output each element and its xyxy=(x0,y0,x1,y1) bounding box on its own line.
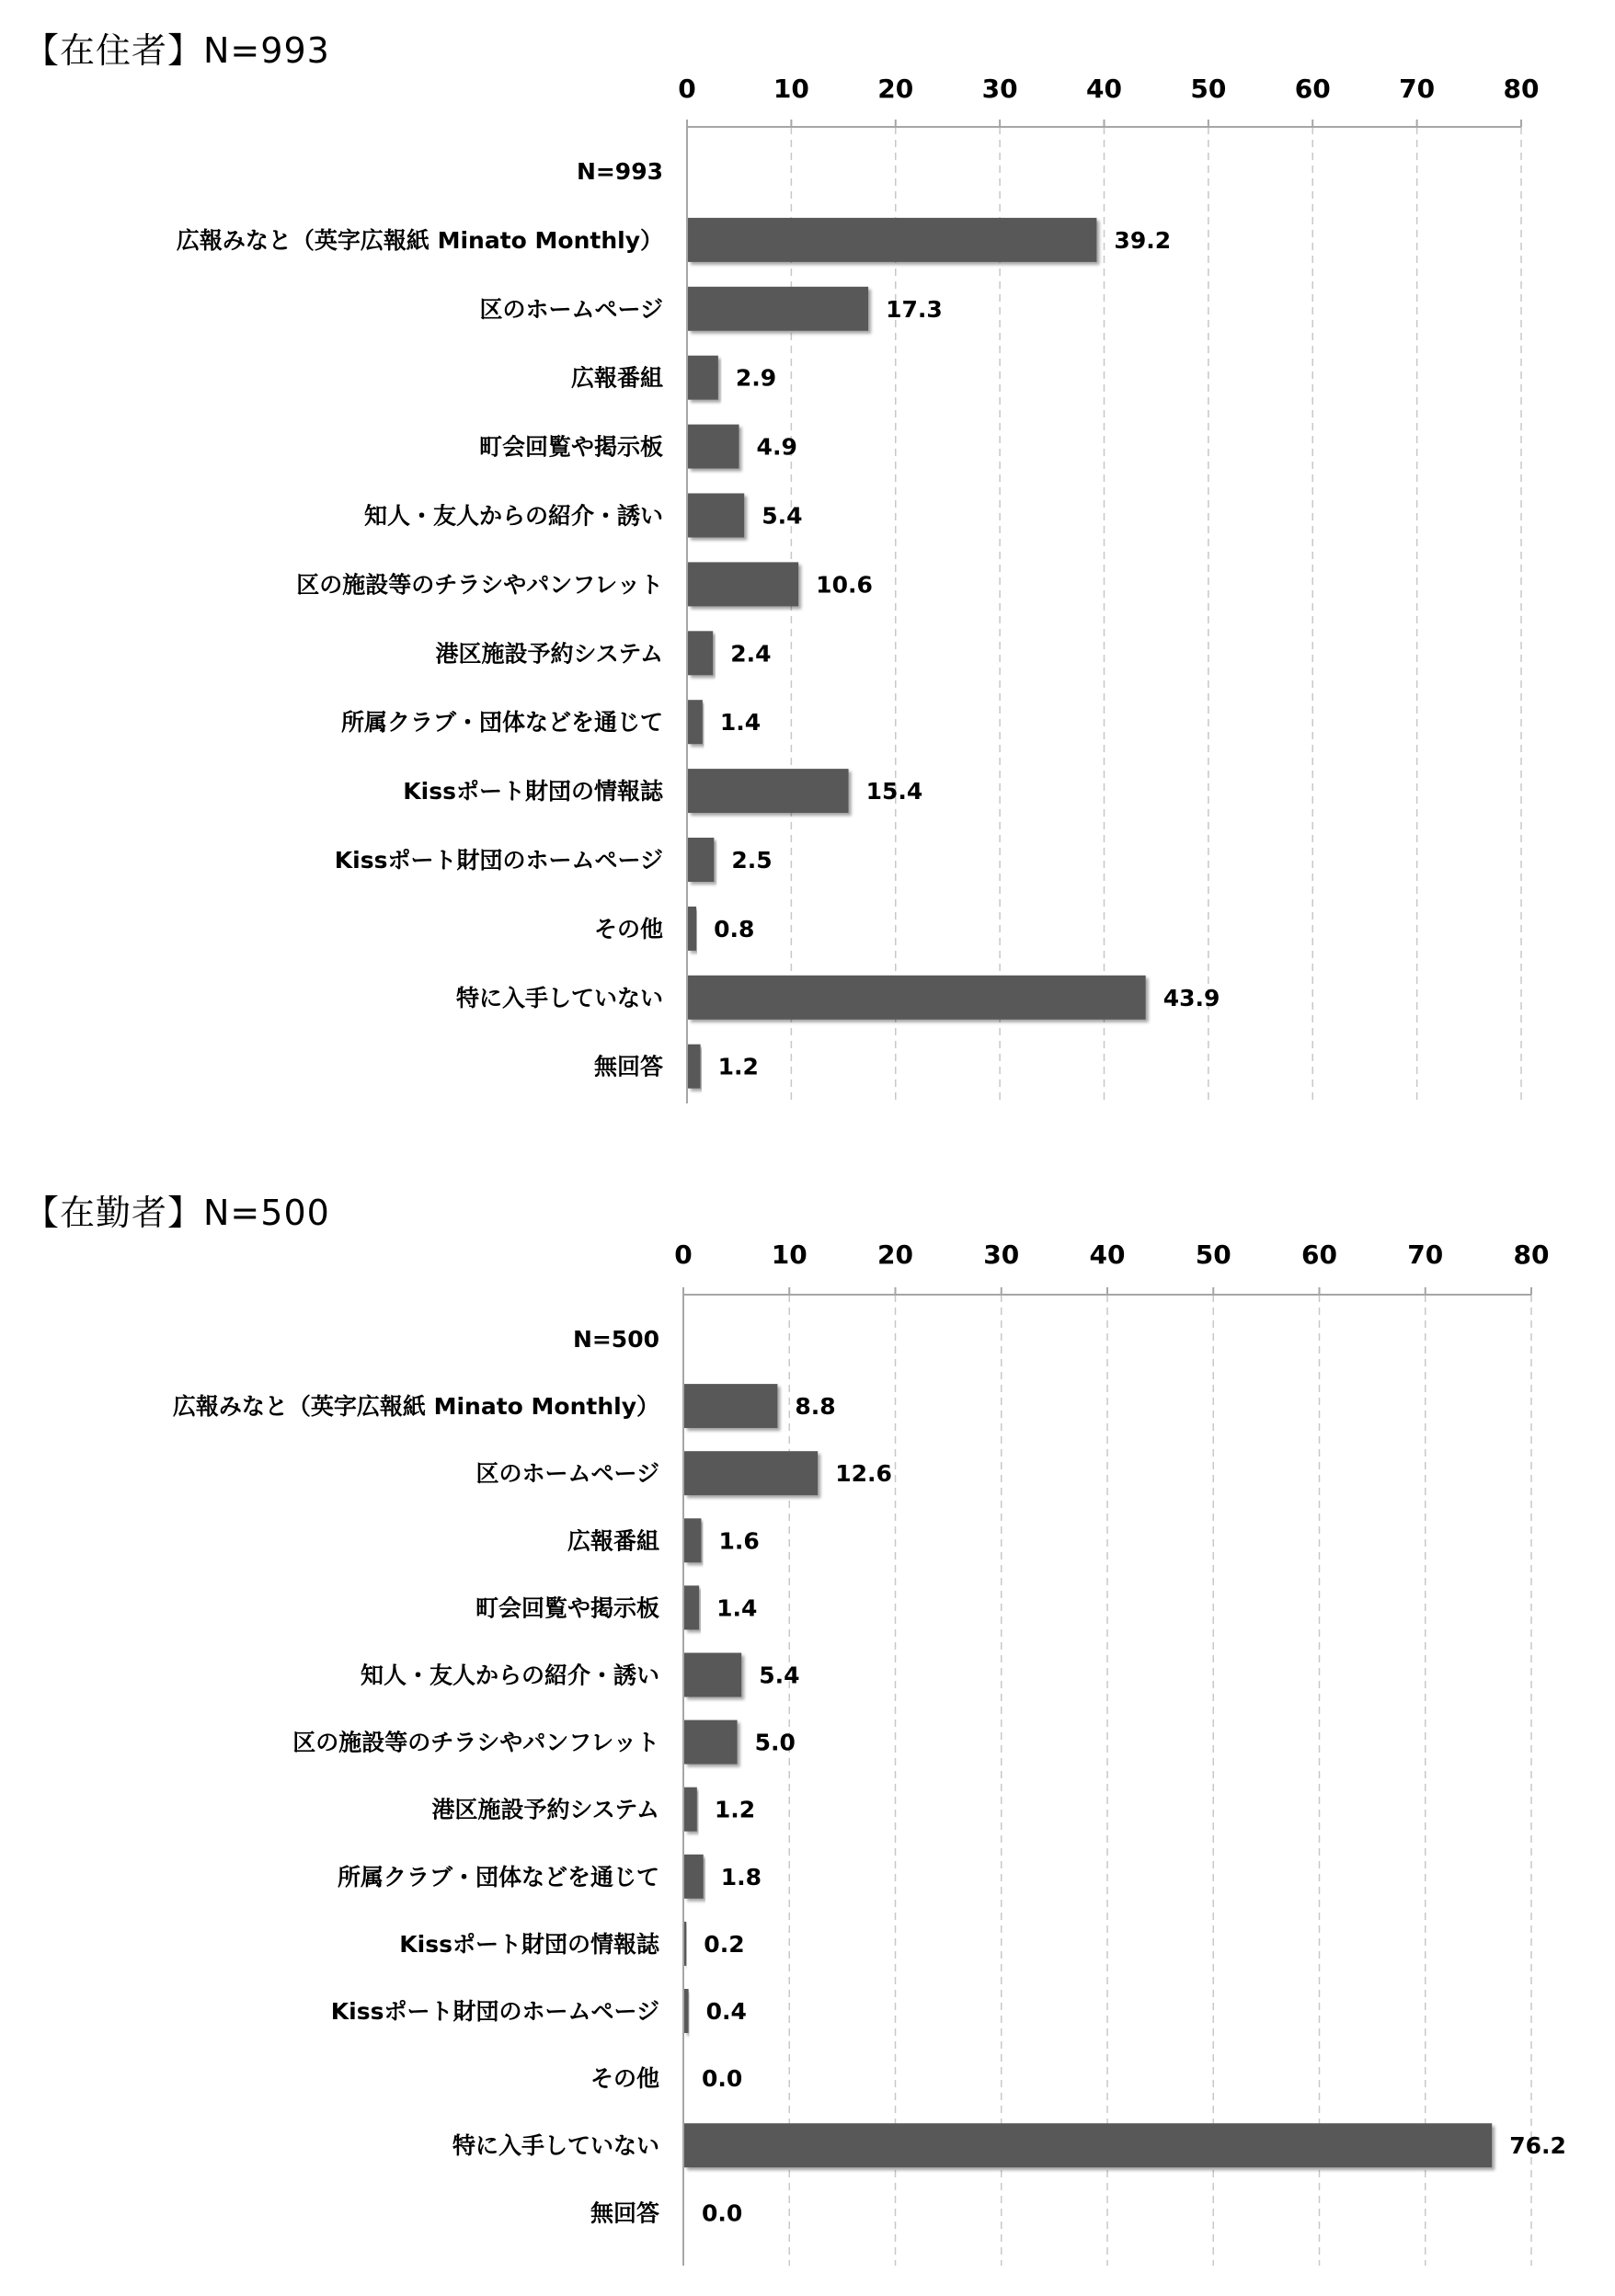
x-tick-label: 70 xyxy=(1399,74,1436,104)
bar xyxy=(684,1585,699,1629)
bar xyxy=(688,425,739,469)
category-label: N=500 xyxy=(572,1326,659,1353)
x-tick-label: 40 xyxy=(1086,74,1122,104)
category-label: 区の施設等のチラシやパンフレット xyxy=(296,571,663,599)
category-label: 広報みなと（英字広報紙 Minato Monthly） xyxy=(176,226,663,254)
bar xyxy=(688,907,696,951)
bar xyxy=(688,631,713,675)
value-label: 0.0 xyxy=(702,2065,743,2093)
category-label: 特に入手していない xyxy=(455,984,663,1011)
value-label: 15.4 xyxy=(865,778,923,805)
value-label: 0.8 xyxy=(714,915,755,942)
category-label: 広報番組 xyxy=(570,364,663,392)
category-label: 港区施設予約システム xyxy=(435,640,663,668)
category-label: 知人・友人からの紹介・誘い xyxy=(360,1662,659,1689)
bar xyxy=(684,1384,777,1428)
value-label: 5.4 xyxy=(759,1662,800,1689)
bar xyxy=(684,1451,818,1495)
value-label: 39.2 xyxy=(1114,226,1172,254)
value-label: 2.4 xyxy=(730,640,772,668)
category-label: 区のホームページ xyxy=(475,1460,659,1488)
bar xyxy=(688,838,714,882)
x-tick-label: 10 xyxy=(773,74,809,104)
category-label: 広報番組 xyxy=(567,1527,659,1555)
bar xyxy=(688,769,849,813)
bar xyxy=(684,1518,701,1562)
category-label: Kissポート財団のホームページ xyxy=(334,847,663,874)
category-label: その他 xyxy=(593,915,663,942)
x-tick-label: 50 xyxy=(1190,74,1227,104)
x-tick-label: 40 xyxy=(1089,1239,1126,1270)
x-tick-label: 0 xyxy=(678,74,696,104)
category-label: その他 xyxy=(590,2065,659,2093)
value-label: 2.9 xyxy=(735,364,777,392)
x-tick-label: 20 xyxy=(877,1239,913,1270)
value-label: 2.5 xyxy=(731,847,773,874)
residents-bar-chart xyxy=(0,0,1615,1085)
bar xyxy=(688,562,798,606)
category-label: 区の施設等のチラシやパンフレット xyxy=(292,1729,659,1756)
chart-title-workers: 【在勤者】N=500 xyxy=(24,1193,330,1233)
value-label: 1.4 xyxy=(716,1594,758,1622)
x-tick-label: 30 xyxy=(981,74,1018,104)
bar xyxy=(684,1653,741,1697)
x-tick-label: 70 xyxy=(1407,1239,1444,1270)
x-tick-label: 80 xyxy=(1513,1239,1550,1270)
value-label: 0.2 xyxy=(704,1930,745,1958)
value-label: 1.6 xyxy=(718,1527,760,1555)
value-label: 76.2 xyxy=(1509,2132,1566,2160)
x-tick-label: 10 xyxy=(771,1239,808,1270)
value-label: 12.6 xyxy=(835,1460,892,1488)
category-label: 所属クラブ・団体などを通じて xyxy=(337,1863,659,1890)
x-tick-label: 80 xyxy=(1503,74,1540,104)
bar xyxy=(684,2123,1492,2167)
bar xyxy=(688,218,1096,262)
value-label: 5.4 xyxy=(762,502,803,530)
category-label: 町会回覧や掲示板 xyxy=(478,433,663,461)
x-tick-label: 20 xyxy=(877,74,914,104)
value-label: 8.8 xyxy=(795,1393,836,1421)
category-label: 港区施設予約システム xyxy=(431,1796,659,1823)
value-label: 0.0 xyxy=(702,2199,743,2227)
x-tick-label: 0 xyxy=(674,1239,693,1270)
bar xyxy=(688,494,744,538)
value-label: 1.8 xyxy=(720,1863,762,1890)
bar xyxy=(684,1989,689,2033)
bar xyxy=(688,976,1146,1020)
category-label: 区のホームページ xyxy=(479,295,663,323)
chart-title-residents: 【在住者】N=993 xyxy=(24,30,330,71)
bar xyxy=(684,1922,686,1966)
value-label: 5.0 xyxy=(754,1729,796,1756)
bar xyxy=(688,1045,701,1089)
category-label: 無回答 xyxy=(590,2199,659,2227)
bar xyxy=(688,356,718,400)
bar xyxy=(688,287,868,331)
value-label: 1.2 xyxy=(717,1053,759,1080)
value-label: 17.3 xyxy=(886,295,943,323)
x-tick-label: 50 xyxy=(1195,1239,1231,1270)
bar xyxy=(688,700,703,744)
bar xyxy=(684,1720,738,1765)
category-label: Kissポート財団の情報誌 xyxy=(399,1930,659,1958)
workers-bar-chart xyxy=(0,1149,1615,2290)
category-label: 無回答 xyxy=(593,1053,663,1080)
x-tick-label: 60 xyxy=(1294,74,1331,104)
value-label: 10.6 xyxy=(816,571,873,599)
value-label: 4.9 xyxy=(756,433,797,461)
x-tick-label: 60 xyxy=(1301,1239,1337,1270)
category-label: 所属クラブ・団体などを通じて xyxy=(340,709,663,737)
value-label: 43.9 xyxy=(1163,984,1220,1011)
category-label: N=993 xyxy=(576,158,663,185)
category-label: 広報みなと（英字広報紙 Minato Monthly） xyxy=(172,1393,659,1421)
value-label: 0.4 xyxy=(705,1998,747,2025)
category-label: 特に入手していない xyxy=(452,2132,659,2160)
bar xyxy=(684,1788,697,1832)
value-label: 1.2 xyxy=(714,1796,756,1823)
bar xyxy=(684,1855,704,1899)
value-label: 1.4 xyxy=(719,709,762,737)
category-label: 知人・友人からの紹介・誘い xyxy=(363,502,663,530)
x-tick-label: 30 xyxy=(983,1239,1020,1270)
category-label: 町会回覧や掲示板 xyxy=(475,1594,659,1622)
category-label: Kissポート財団のホームページ xyxy=(330,1998,659,2025)
category-label: Kissポート財団の情報誌 xyxy=(403,778,663,805)
